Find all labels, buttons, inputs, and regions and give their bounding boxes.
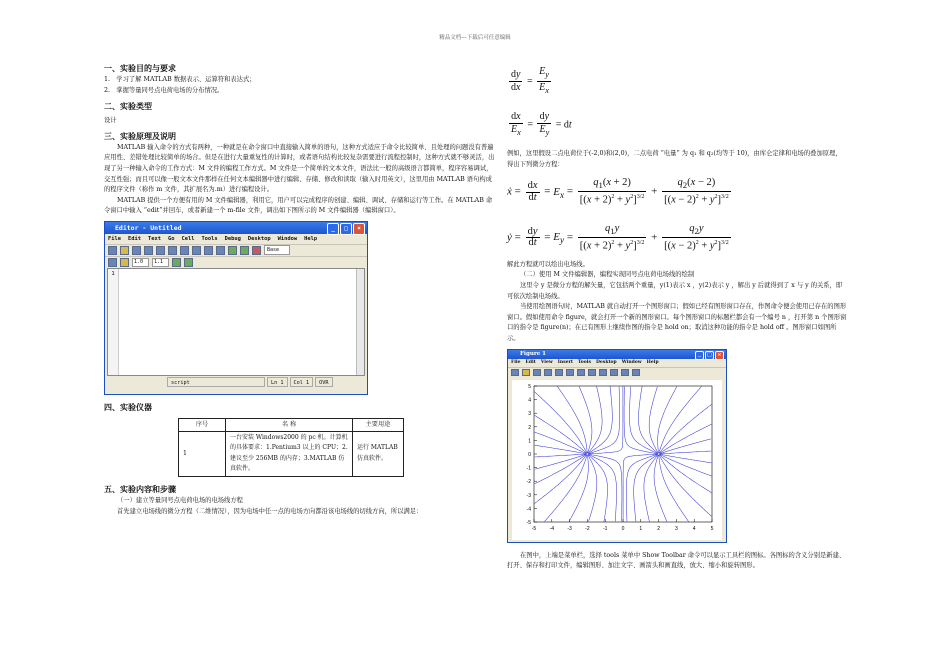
print-icon[interactable] [204,246,213,255]
print-icon[interactable] [544,369,552,376]
maximize-icon[interactable]: □ [340,223,352,235]
figure-window [507,349,727,543]
new-file-icon[interactable] [108,246,117,255]
redo-icon[interactable] [192,246,201,255]
step-value-1[interactable]: 1.0 [132,258,149,267]
table-cell: 1 [179,431,226,476]
menu-edit[interactable]: Edit [127,235,141,242]
x-tick-label: -4 [549,525,555,532]
section-1-title: 一、实验目的与要求 [104,64,176,73]
subheading: （二）使用 M 文件编辑器，编程实现同号点电荷电场线的绘制 [520,271,695,279]
y-tick-label: -3 [526,492,531,499]
figure-title-bar [508,350,726,359]
equation-1: $\frac{dy}{dx}$ = $\frac{E_y}{E_x}$ [511,66,549,95]
x-tick-label: 3 [675,525,678,532]
menu-edit[interactable]: Edit [525,359,536,365]
find-icon[interactable] [216,246,225,255]
menu-desktop[interactable]: Desktop [247,235,271,242]
y-tick-label: 5 [528,383,531,390]
list-item: 1. 学习了解 MATLAB 数据表示、运算符和表达式； [104,76,256,83]
subheading: （一）建立等量同号点电荷电场的电场线方程 [117,496,243,504]
data-cursor-icon[interactable] [610,369,618,376]
paragraph: 这里令 y 是微分方程的解矢量，它包括两个重量，y(1)表示 x ，y(2)表示 y ，解出 y 后就得到了 x 与 y 的关系，即可依次绘制电场线。 [507,281,843,300]
section-2-text: 设计 [104,117,117,125]
forward-arrow-icon[interactable] [240,246,249,255]
menu-help[interactable]: Help [646,359,659,365]
menu-tools[interactable]: Tools [201,235,218,242]
m-file-editor-window [104,221,368,395]
close-icon[interactable]: × [353,223,365,235]
paragraph: 当使用绘图语句时，MATLAB 就自动打开一个图形窗口；假如已经有图形窗口存在，作图命令便会使用已存在的图形窗口。假如使用命令 figure，就会打开一个新的图形窗口。每个图形窗口的标题栏都会有一个编号 n ，打开第 n 个图形窗口的指令是 figure(n)；在已有图形上继续作图的指令是 hold on；取消这种功能的指令是 hold off 。图形窗口如图所示。 [507,303,847,342]
editor-title-bar [105,222,367,234]
editor-status-bar [107,377,363,387]
y-tick-label: -1 [526,465,531,472]
y-tick-label: 4 [528,397,531,404]
back-arrow-icon[interactable] [228,246,237,255]
editor-toolbar-2 [105,256,367,268]
undo-icon[interactable] [180,246,189,255]
x-tick-label: 2 [657,525,660,532]
editor-text-area[interactable] [107,268,365,376]
increment-icon[interactable] [172,258,181,267]
x-tick-label: -3 [567,525,572,532]
section-5-title: 五、实验内容和步骤 [104,484,176,494]
stack-select[interactable]: Base [264,245,290,255]
step-value-2[interactable]: 1.1 [152,258,169,267]
instrument-table [178,418,404,477]
legend-icon[interactable] [632,369,640,376]
eval-cell-icon[interactable] [120,258,129,267]
status-ovr: OVR [315,377,332,387]
cell-mode-icon[interactable] [108,258,117,267]
rotate-icon[interactable] [599,369,607,376]
colorbar-icon[interactable] [621,369,629,376]
y-tick-label: -5 [526,519,531,526]
editor-title: Editor - Untitled [115,223,182,232]
paragraph: 首先建立电场线的微分方程（二维情况），因为电场中任一点的电场方向都沿该电场线的切线方向，所以满足： [117,507,423,515]
section-4-title: 四、实验仪器 [104,402,152,412]
save-icon[interactable] [132,246,141,255]
figure-toolbar [508,367,726,377]
table-header-row [179,418,404,431]
menu-tools[interactable]: Tools [577,359,592,365]
menu-cell[interactable]: Cell [181,235,195,242]
maximize-icon[interactable]: □ [705,351,714,360]
menu-file[interactable]: File [511,359,521,365]
x-tick-label: 1 [639,525,643,532]
open-folder-icon[interactable] [120,246,129,255]
decrement-icon[interactable] [184,258,193,267]
right-column [507,62,847,572]
y-tick-label: 0 [528,451,531,458]
paragraph: 在图中，上端是菜单栏，选择 tools 菜单中 Show Toolbar 命令可以显示工具栏的图标。各图标的含义分别是新建、打开、保存和打印文件，编辑图形、加注文字、画箭头和画直线，放大、缩小和旋转图形。 [507,551,846,570]
paragraph: 例如，这里假设二点电荷位于(-2,0)和(2,0)，二点电荷 “电量” 为 q₁ 和 q₂(均等于 10)，由库仑定律和电场的叠加原理，得出下列微分方程： [507,150,842,168]
left-column [104,62,497,517]
col-header: 序号 [179,418,226,431]
plot-area [512,380,722,540]
y-tick-label: 1 [528,437,531,444]
y-tick-label: -4 [526,505,531,512]
cut-icon[interactable] [144,246,153,255]
x-tick-label: -1 [602,525,608,532]
menu-debug[interactable]: Debug [224,235,241,242]
copy-icon[interactable] [156,246,165,255]
section-2-title: 二、实验类型 [104,102,152,112]
y-tick-label: -2 [526,478,531,485]
table-row [179,431,404,476]
menu-text[interactable]: Text [147,235,161,242]
menu-go[interactable]: Go [167,235,175,242]
paragraph: 解此方程就可以绘出电场线。 [507,260,589,268]
col-header: 主要用途 [353,418,404,431]
menu-view[interactable]: View [540,359,553,365]
menu-help[interactable]: Help [304,235,318,242]
menu-insert[interactable]: Insert [557,359,573,365]
menu-window[interactable]: Window [277,235,298,242]
equation-2: $\frac{dx}{E_x}$ = $\frac{dy}{E_y}$ = dt [511,111,572,137]
editor-toolbar-1 [105,244,367,256]
zoom-in-icon[interactable] [566,369,574,376]
status-line: Ln 1 [267,377,288,387]
line-number-gutter: 1 [108,269,119,375]
status-file-type: script [167,377,265,387]
vertical-scrollbar[interactable] [356,269,364,375]
x-tick-label: 4 [692,525,696,532]
x-tick-label: -5 [531,525,537,532]
y-tick-label: 3 [528,410,531,417]
menu-desktop[interactable]: Desktop [596,359,617,365]
minimize-icon[interactable]: _ [327,223,339,235]
paragraph: MATLAB 提供一个方便有用的 M 文件编辑器，利用它，用户可以完成程序的创建、编辑、调试、存储和运行等工作。在 MATLAB 命令窗口中输入 “edit”并回车，或者新建一个 m-file 文件，调出如下图所示的 M 文件编辑器（编辑窗口）。 [104,196,493,215]
menu-file[interactable]: File [108,235,121,242]
section-3-title: 三、实验原理及说明 [104,131,176,141]
y-tick-label: 2 [528,424,531,431]
new-figure-icon[interactable] [511,369,519,376]
col-header: 名 称 [226,418,353,431]
save-icon[interactable] [533,369,541,376]
status-col: Col 1 [290,377,314,387]
x-tick-label: 5 [710,525,714,532]
figure-title: Figure 1 [520,350,546,357]
paste-icon[interactable] [168,246,177,255]
table-cell: 一台安装 Windows2000 的 pc 机。计算机的具体要求：1.Pentium3 以上的 CPU；2.建议至少 256MB 的内存；3.MATLAB 仿真软件。 [226,431,353,476]
x-tick-label: -2 [585,525,590,532]
equation-3: ẋ = $\frac{dx}{dt}$ = $E_x$ = $\frac{q_1(x + 2)}{[(x + 2)^2 + y^2]^{3/2}}$ + $\frac{q_2(x - 2)}{[(x - 2)^2 + y^2]^{3/2}}$ [507,177,729,206]
page-header: 精品文档---下载后可任意编辑 [439,35,511,41]
open-icon[interactable] [522,369,530,376]
x-tick-label: 0 [621,525,625,532]
pan-icon[interactable] [588,369,596,376]
list-item: 2. 掌握等量同号点电荷电场的分布情况。 [104,86,224,94]
menu-window[interactable]: Window [621,359,642,365]
table-cell: 运行 MATLAB 仿真软件。 [353,431,404,476]
equation-4: ẏ = $\frac{dy}{dt}$ = $E_y$ = $\frac{q_1y}{[(x + 2)^2 + y^2]^{3/2}}$ + $\frac{q_2y}{[(x - 2)^2 + y^2]^{3/2}}$ [507,222,729,252]
editor-menu-bar [105,234,367,244]
edit-plot-icon[interactable] [555,369,563,376]
close-icon[interactable]: × [715,351,724,360]
minimize-icon[interactable]: _ [695,351,704,360]
paragraph: MATLAB 输入命令的方式有两种，一种就是在命令窗口中直接输入简单的语句，这种方式适应于命令比较简单、且处理的问题没有普遍应用性、差错处理比较简单的场合。但是在进行大量重复性的计算时，或者语句结构比较复杂需要进行流程控制时，这种方式就不够灵活，出现了另一种输入命令的工作方式：M 文件的编程工作方式。M 文件是一个简单的文本文件，语法比一般的高级语言都简单，程序容易调试，交互性强；而且可以像一般文本文件那样在任何文本编辑器中进行编辑、存储、修改和读取（输入时用英文），这里用由 MATLAB 语句构成的程序文件（称作 m 文件，其扩展名为.m）进行编程设计。 [104,143,495,194]
figure-menu-bar [508,359,726,367]
run-icon[interactable] [252,246,261,255]
field-line-plot [512,380,722,540]
zoom-out-icon[interactable] [577,369,585,376]
